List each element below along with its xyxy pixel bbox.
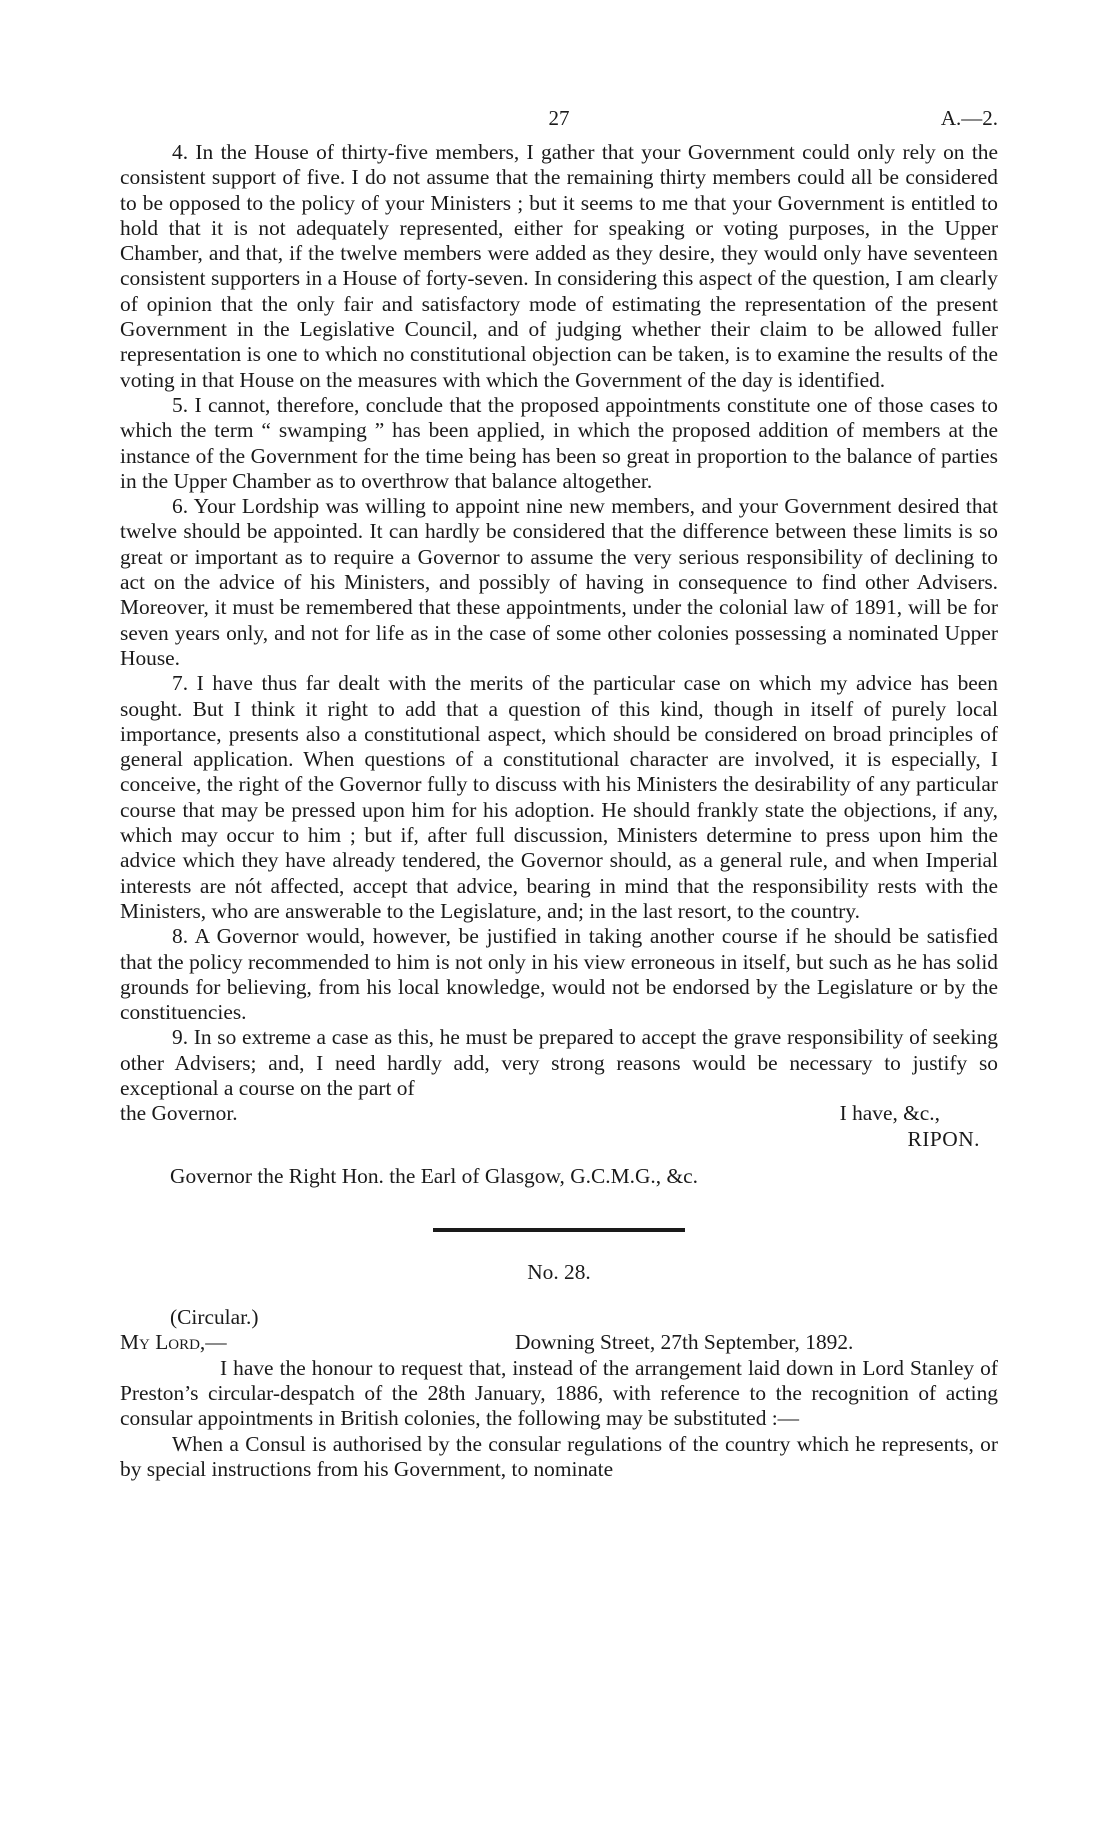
closing-line [120,1101,998,1126]
signature: RIPON. [907,1126,980,1151]
addressee: Governor the Right Hon. the Earl of Glasgow, G.C.M.G., &c. [170,1163,698,1188]
document-page [120,100,998,1482]
despatch-number: No. 28. [527,1260,591,1285]
paragraph-8: 8. A Governor would, however, be justified in taking another course if he should be satisfied that the policy recommended to him is not only in his view erroneous in itself, but such as he has solid grounds for believing, from his local knowledge, would not be endorsed by the Legislature or by the constituencies. [120,924,998,1025]
location-date: Downing Street, 27th September, 1892. [515,1330,854,1355]
despatch-body [120,1356,998,1482]
paragraph-4: 4. In the House of thirty-five members, I gather that your Government could only rely on the consistent support of five. I do not assume that the remaining thirty members could all be considered to be opposed to the policy of your Ministers ; but it seems to me that your Government is entitled to hold that it is not adequately represented, either for speaking or voting purposes, in the Upper Chamber, and that, if the twelve members were added as they desire, they would only have seventeen consistent supporters in a House of forty-seven. In considering this aspect of the question, I am clearly of opinion that the only fair and satisfactory mode of estimating the representation of the present Government in the Legislative Council, and of judging whether their claim to be allowed fuller representation is one to which no constitutional objection can be taken, is to examine the results of the voting in that House on the measures with which the Government of the day is identified. [120,140,998,392]
letter-body [120,140,998,1101]
closing-valediction: I have, &c., [839,1101,940,1126]
despatch-paragraph-1: I have the honour to request that, instead of the arrangement laid down in Lord Stanley of Preston’s circular-despatch of the 28th January, 1886, with reference to the recognition of acting consular appointments in British colonies, the following may be substituted :— [120,1355,998,1431]
paragraph-7: 7. I have thus far dealt with the merits of the particular case on which my advice has been sought. But I think it right to add that a question of this kind, though in itself of purely local importance, presents also a constitutional aspect, which should be considered on broad principles of general application. When questions of a constitutional character are involved, it is especially, I conceive, the right of the Governor fully to discuss with his Ministers the desirability of any particular course that may be pressed upon him for his adoption. He should frankly state the objections, if any, which may occur to him ; but if, after full discussion, Ministers determine to press upon him the advice which they have already tendered, the Governor should, as a general rule, and when Imperial interests are nót affected, accept that advice, bearing in mind that the responsibility rests with the Ministers, who are answerable to the Legislature, and; in the last resort, to the country. [120,671,998,923]
page-header [120,100,998,140]
salutation-line [120,1330,998,1355]
paragraph-5: 5. I cannot, therefore, conclude that the proposed appointments constitute one of those cases to which the term “ swamping ” has been applied, in which the proposed addition of members at the instance of the Government for the time being has been so great in proportion to the balance of parties in the Upper Chamber as to overthrow that balance altogether. [120,392,998,493]
closing-left-text: the Governor. [120,1101,238,1126]
document-reference: A.—2. [940,106,998,130]
despatch-paragraph-2: When a Consul is authorised by the consular regulations of the country which he represents, or by special instructions from his Government, to nominate [120,1431,998,1481]
section-divider [433,1228,685,1232]
paragraph-6: 6. Your Lordship was willing to appoint nine new members, and your Government desired that twelve should be appointed. It can hardly be considered that the difference between these limits is so great or important as to require a Governor to assume the very serious responsibility of declining to act on the advice of his Ministers, and possibly of having in consequence to find other Advisers. Moreover, it must be remembered that these appointments, under the colonial law of 1891, will be for seven years only, and not for life as in the case of some other colonies possessing a nominated Upper House. [120,494,998,670]
paragraph-9: 9. In so extreme a case as this, he must be prepared to accept the grave responsibility of seeking other Advisers; and, I need hardly add, very strong reasons would be necessary to justify so exceptional a course on the part of [120,1025,998,1100]
page-number: 27 [548,106,570,130]
salutation: My Lord,— [120,1330,227,1355]
circular-label: (Circular.) [170,1305,259,1330]
